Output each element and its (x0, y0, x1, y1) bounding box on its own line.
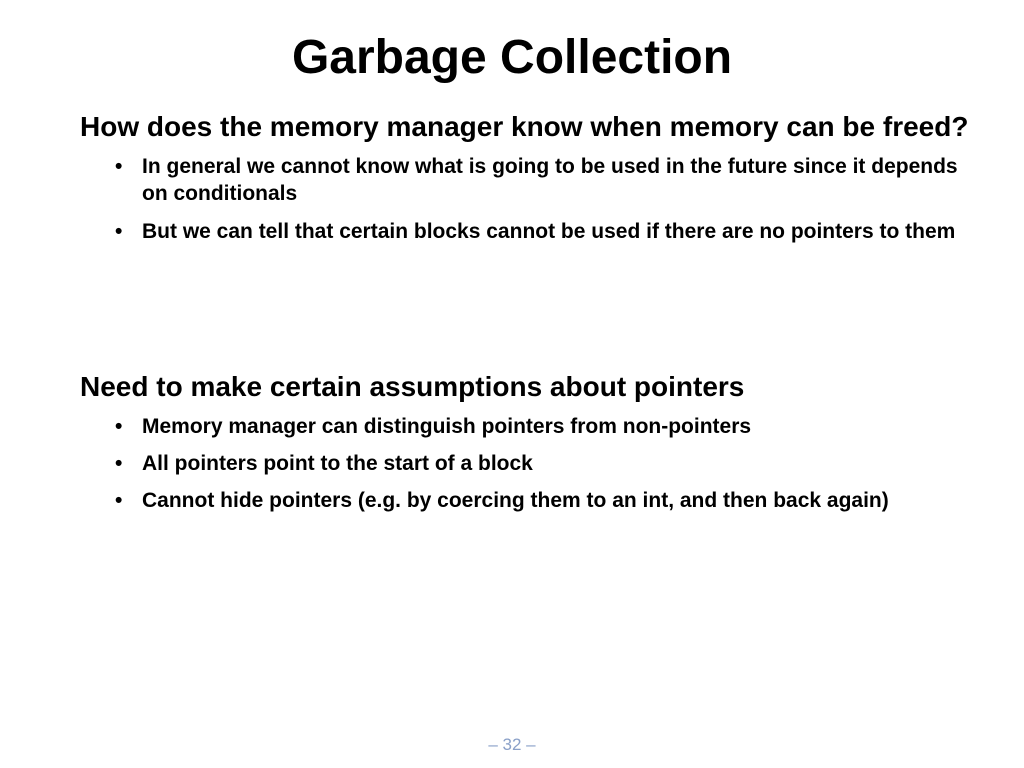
bullet-list (80, 413, 980, 514)
bullet-text: In general we cannot know what is going to be used in the future since it depends on conditionals (142, 155, 958, 205)
section-pointer-assumptions (80, 369, 980, 514)
bullet-list (80, 153, 980, 245)
bullet-text: Cannot hide pointers (e.g. by coercing them to an int, and then back again) (142, 489, 889, 512)
bullet-dot: • (115, 489, 123, 512)
bullet-text: All pointers point to the start of a block (142, 452, 533, 475)
bullet-dot: • (115, 452, 123, 475)
section-heading: How does the memory manager know when memory can be freed? (80, 111, 969, 142)
bullet-item (80, 153, 980, 207)
section-heading: Need to make certain assumptions about pointers (80, 371, 745, 402)
page-number: – 32 – (488, 735, 536, 754)
bullet-text: But we can tell that certain blocks cannot be used if there are no pointers to them (142, 220, 956, 243)
section-memory-freed (80, 109, 980, 245)
bullet-dot: • (115, 155, 123, 178)
bullet-item (80, 450, 980, 477)
bullet-dot: • (115, 220, 123, 243)
slide-title: Garbage Collection (291, 31, 733, 84)
bullet-item (80, 218, 980, 245)
bullet-dot: • (115, 415, 123, 438)
bullet-item (80, 487, 980, 514)
bullet-item (80, 413, 980, 440)
bullet-text: Memory manager can distinguish pointers from non-pointers (142, 415, 752, 438)
